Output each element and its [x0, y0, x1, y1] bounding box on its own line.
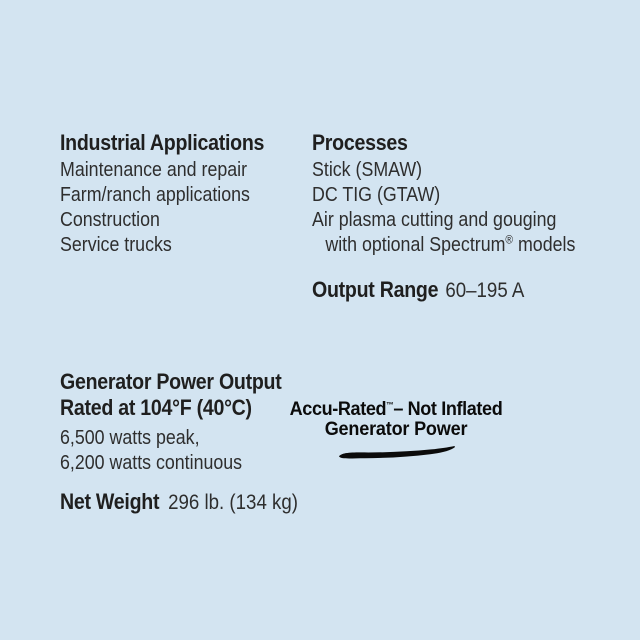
generator-title-line1: Generator Power Output: [60, 369, 282, 394]
net-weight-value: 296 lb. (134 kg): [168, 491, 299, 514]
application-item: Construction: [60, 209, 160, 231]
process-item: Air plasma cutting and gouging: [312, 209, 557, 231]
generator-title-line2: Rated at 104°F (40°C): [60, 395, 252, 420]
generator-spec-item: 6,200 watts continuous: [60, 452, 243, 474]
process-item: DC TIG (GTAW): [312, 184, 441, 206]
process-item-optional: [312, 233, 597, 258]
optional-text-pre: with optional Spectrum: [325, 234, 506, 256]
application-item: Service trucks: [60, 234, 172, 256]
trademark-mark: ™: [386, 400, 394, 410]
section-title-processes: Processes: [312, 130, 408, 155]
output-range-label: Output Range: [312, 277, 439, 302]
accu-rated-suffix: – Not Inflated: [393, 399, 503, 420]
output-range-value: 60–195 A: [445, 279, 525, 302]
processes-section: [312, 128, 597, 258]
net-weight-label: Net Weight: [60, 489, 160, 514]
net-weight-row: [60, 489, 298, 515]
optional-text-post: models: [513, 234, 576, 256]
swoosh-underline-icon: [280, 445, 512, 462]
generator-spec-item: 6,500 watts peak,: [60, 427, 200, 449]
process-item: Stick (SMAW): [312, 159, 423, 181]
output-range-row: [312, 277, 524, 303]
accu-rated-name: Accu-Rated: [289, 399, 387, 420]
application-item: Farm/ranch applications: [60, 184, 250, 206]
accu-rated-line1: [280, 399, 512, 420]
registered-mark: ®: [505, 233, 514, 247]
accu-rated-logo: [280, 399, 512, 462]
accu-rated-line2: Generator Power: [324, 419, 468, 440]
application-item: Maintenance and repair: [60, 159, 248, 181]
section-title-industrial-applications: Industrial Applications: [60, 130, 265, 155]
industrial-applications-section: [60, 128, 327, 258]
